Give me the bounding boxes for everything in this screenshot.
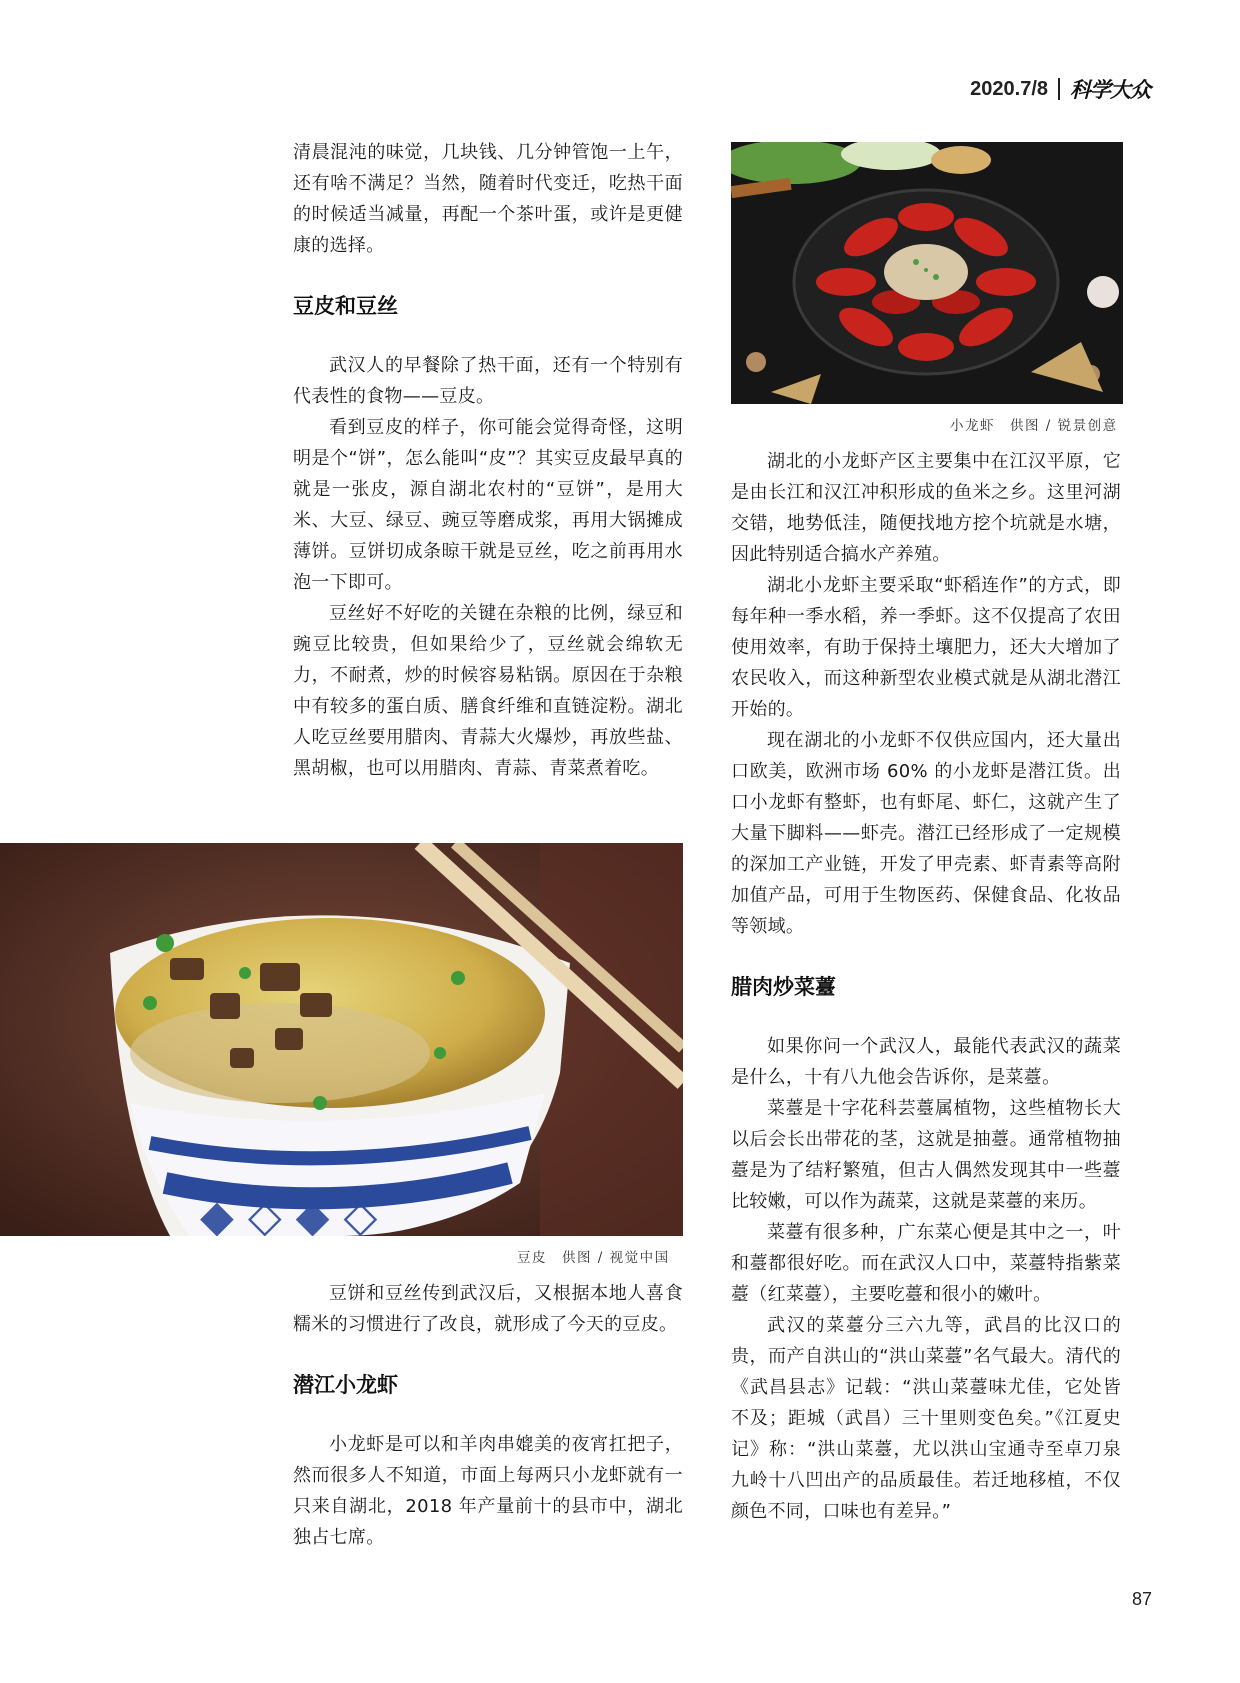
paragraph: 如果你问一个武汉人，最能代表武汉的蔬菜是什么，十有八九他会告诉你，是菜薹。 — [731, 1036, 1121, 1088]
paragraph: 现在湖北的小龙虾不仅供应国内，还大量出口欧美，欧洲市场 60% 的小龙虾是潜江货。出口小龙虾有整虾，也有虾尾、虾仁，这就产生了大量下脚料——虾壳。潜江已经形成了一定规模的深加工产业链，开发了甲壳素、虾青素等高附加值产品，可用于生物医药、保健食品、化妆品等领域。 — [731, 730, 1121, 937]
paragraph: 豆饼和豆丝传到武汉后，又根据本地人喜食糯米的习惯进行了改良，就形成了今天的豆皮。 — [293, 1283, 683, 1335]
left-column-top — [293, 137, 683, 784]
paragraph: 看到豆皮的样子，你可能会觉得奇怪，这明明是个“饼”，怎么能叫“皮”？其实豆皮最早真的就是一张皮，源自湖北农村的“豆饼”，是用大米、大豆、绿豆、豌豆等磨成浆，再用大锅摊成薄饼。豆饼切成条晾干就是豆丝，吃之前再用水泡一下即可。 — [293, 417, 683, 593]
intro-paragraph: 清晨混沌的味觉，几块钱、几分钟管饱一上午，还有啥不满足？当然，随着时代变迁，吃热干面的时候适当减量，再配一个茶叶蛋，或许是更健康的选择。 — [293, 142, 683, 256]
section-title-crayfish: 潜江小龙虾 — [293, 1373, 398, 1397]
svg-text:◆ ◇ ◆ ◇: ◆ ◇ ◆ ◇ — [200, 1191, 378, 1236]
page-number: 87 — [1131, 1589, 1152, 1609]
issue-date: 2020.7/8 — [970, 77, 1048, 100]
doupi-photo — [0, 843, 683, 1236]
magazine-logo: 科学大众 — [1070, 77, 1150, 102]
crayfish-photo — [731, 142, 1123, 404]
doupi-photo-caption: 豆皮 供图 / 视觉中国 — [517, 1250, 670, 1266]
paragraph: 菜薹是十字花科芸薹属植物，这些植物长大以后会长出带花的茎，这就是抽薹。通常植物抽薹是为了结籽繁殖，但古人偶然发现其中一些薹比较嫩，可以作为蔬菜，这就是菜薹的来历。 — [731, 1098, 1121, 1212]
paragraph: 湖北的小龙虾产区主要集中在江汉平原，它是由长江和汉江冲积形成的鱼米之乡。这里河湖交错，地势低洼，随便找地方挖个坑就是水塘，因此特别适合搞水产养殖。 — [731, 451, 1121, 565]
header-divider — [1058, 78, 1060, 100]
left-column-bottom — [293, 1278, 683, 1553]
paragraph: 武汉的菜薹分三六九等，武昌的比汉口的贵，而产自洪山的“洪山菜薹”名气最大。清代的《武昌县志》记载：“洪山菜薹味尤佳，它处皆不及；距城（武昌）三十里则变色矣。”《江夏史记》称：“洪山菜薹，尤以洪山宝通寺至卓刀泉九岭十八凹出产的品质最佳。若迁地移植，不仅颜色不同，口味也有差异。” — [731, 1315, 1121, 1522]
section-title-doupi: 豆皮和豆丝 — [293, 294, 398, 318]
paragraph: 小龙虾是可以和羊肉串媲美的夜宵扛把子，然而很多人不知道，市面上每两只小龙虾就有一只来自湖北，2018 年产量前十的县市中，湖北独占七席。 — [293, 1434, 683, 1548]
paragraph: 菜薹有很多种，广东菜心便是其中之一，叶和薹都很好吃。而在武汉人口中，菜薹特指紫菜薹（红菜薹），主要吃薹和很小的嫩叶。 — [731, 1222, 1121, 1305]
section-title-caitai: 腊肉炒菜薹 — [731, 975, 836, 999]
paragraph: 湖北小龙虾主要采取“虾稻连作”的方式，即每年种一季水稻，养一季虾。这不仅提高了农田使用效率，有助于保持土壤肥力，还大大增加了农民收入，而这种新型农业模式就是从湖北潜江开始的。 — [731, 575, 1121, 720]
paragraph: 武汉人的早餐除了热干面，还有一个特别有代表性的食物——豆皮。 — [293, 355, 683, 407]
crayfish-photo-caption: 小龙虾 供图 / 锐景创意 — [950, 418, 1118, 434]
paragraph: 豆丝好不好吃的关键在杂粮的比例，绿豆和豌豆比较贵，但如果给少了，豆丝就会绵软无力，不耐煮，炒的时候容易粘锅。原因在于杂粮中有较多的蛋白质、膳食纤维和直链淀粉。湖北人吃豆丝要用腊肉、青蒜大火爆炒，再放些盐、黑胡椒，也可以用腊肉、青蒜、青菜煮着吃。 — [293, 603, 683, 779]
page-header — [970, 74, 1150, 104]
right-column — [731, 446, 1121, 1527]
